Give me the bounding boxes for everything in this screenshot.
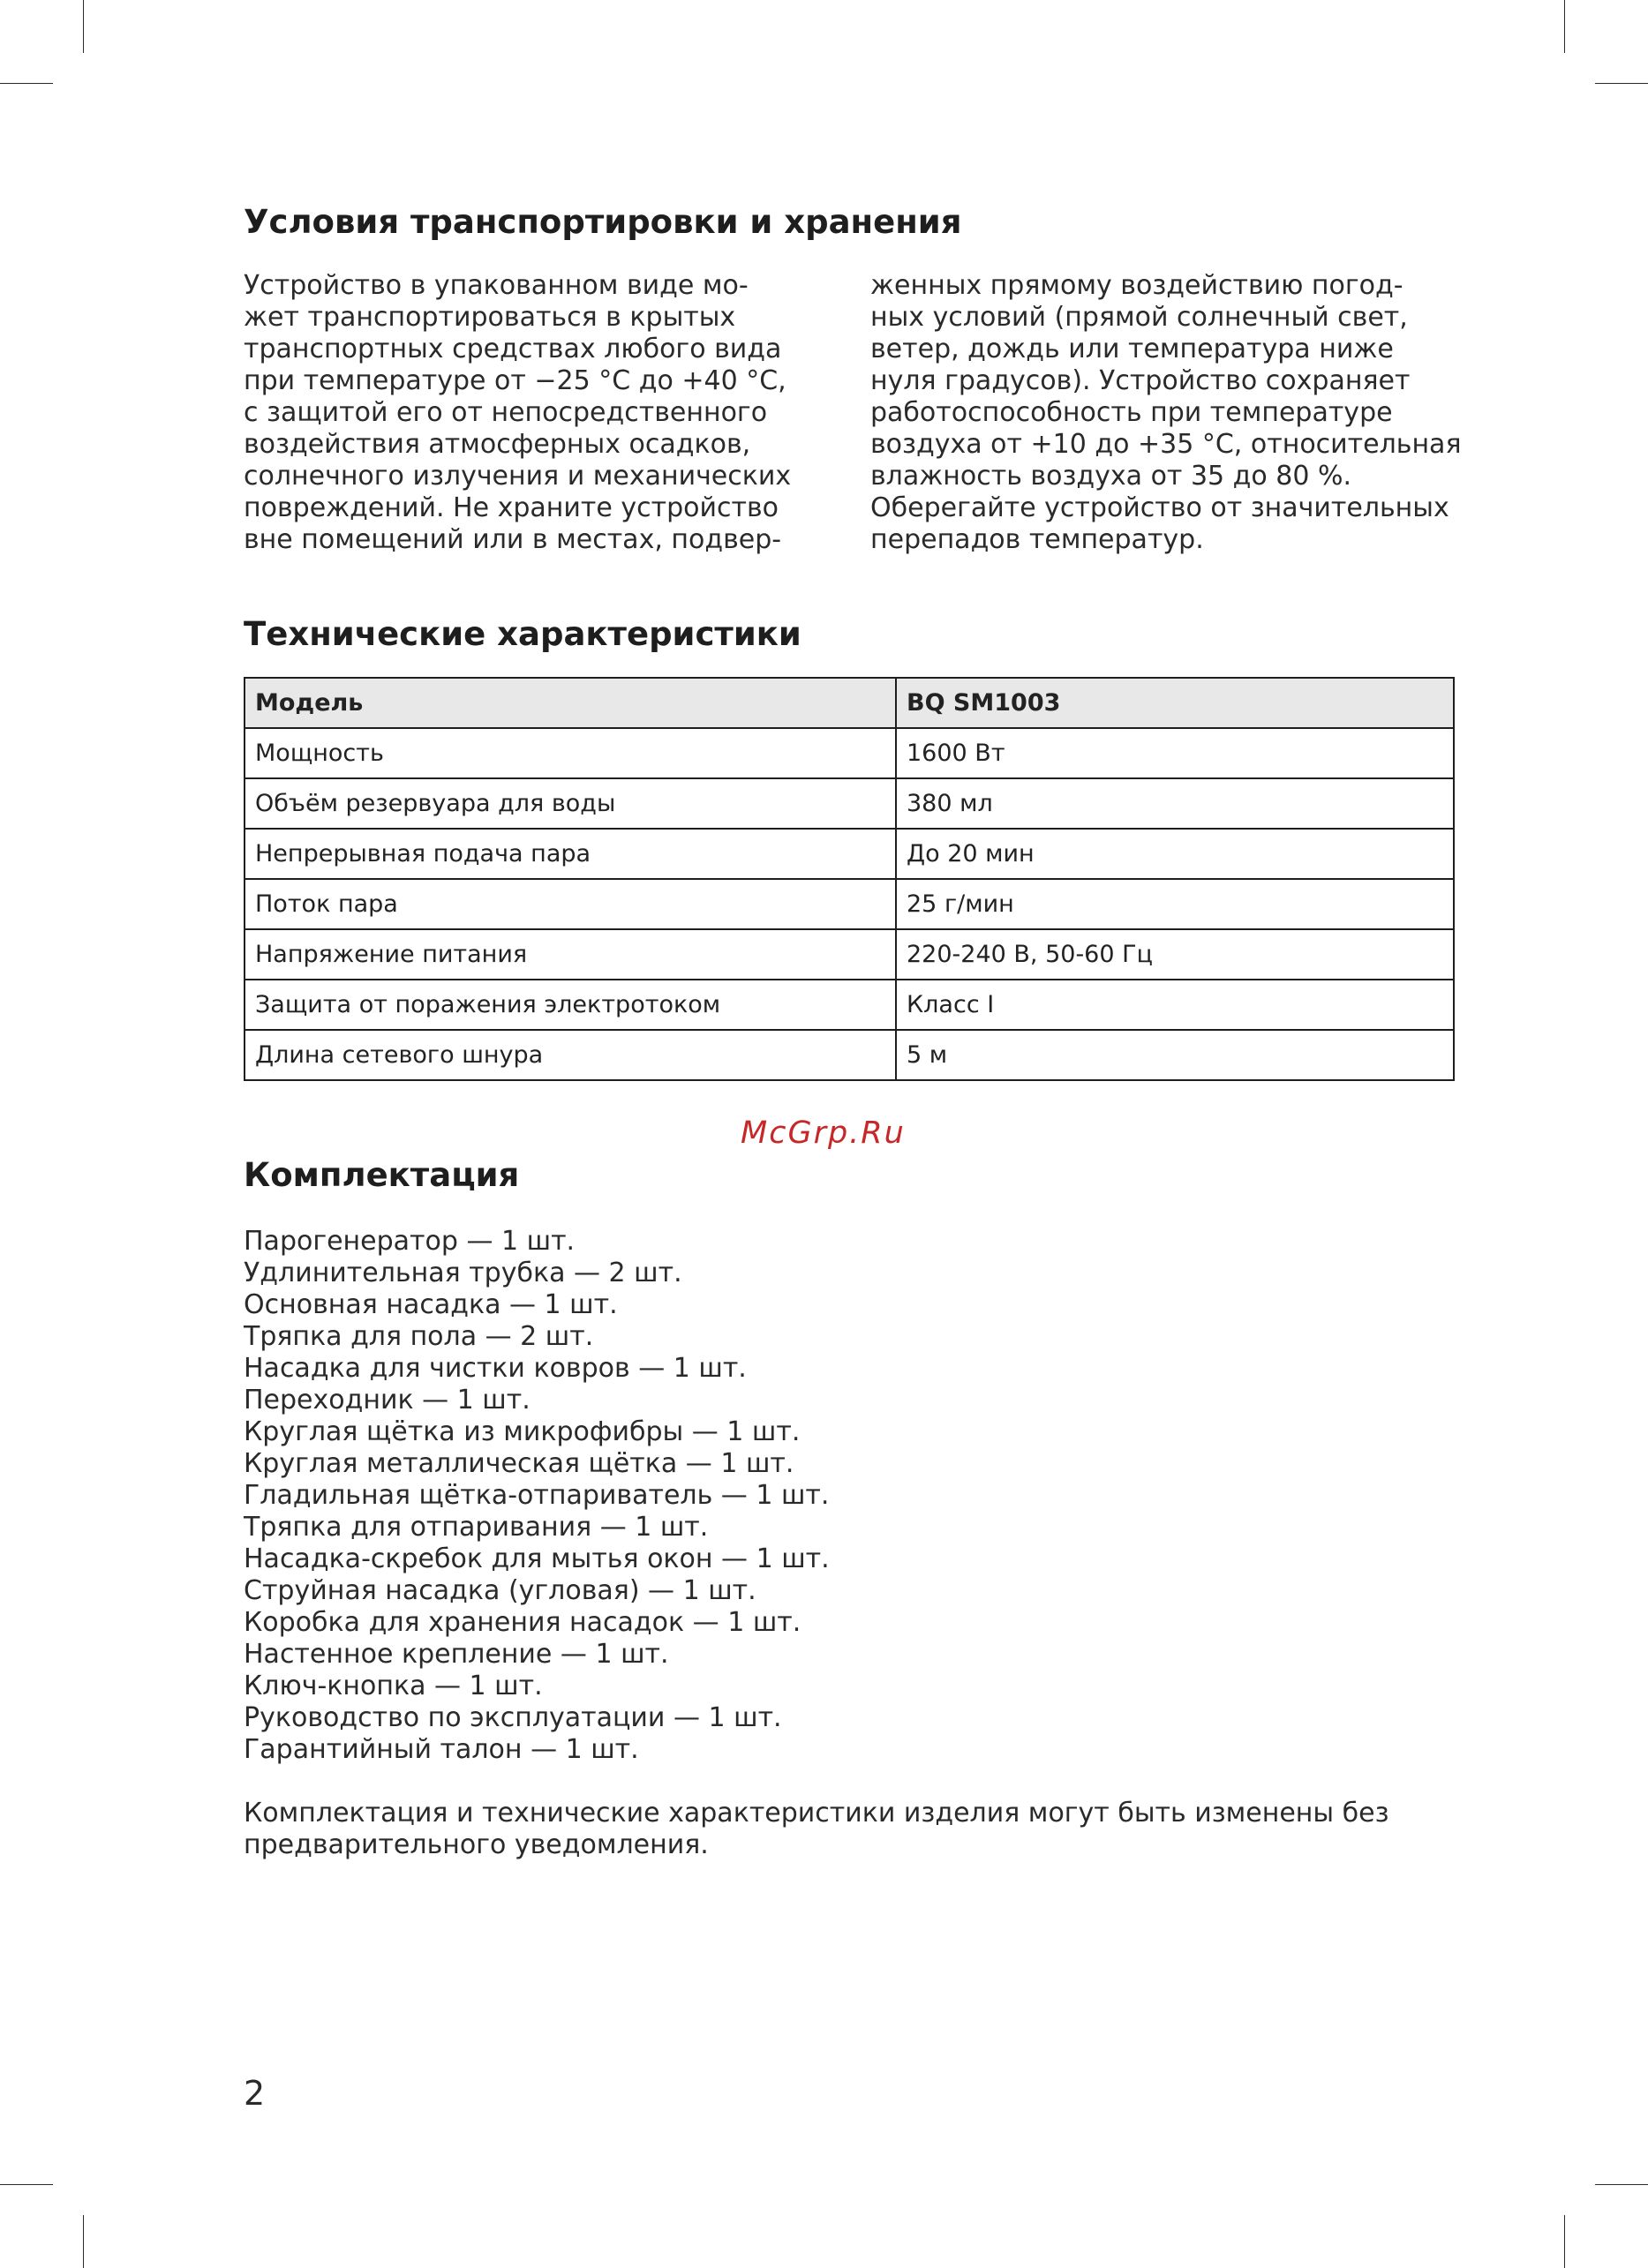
change-notice	[244, 1798, 1455, 1861]
spec-label-cell: Мощность	[245, 728, 896, 778]
spec-value-cell: 380 мл	[896, 778, 1454, 829]
text-line: повреждений. Не храните устройство	[244, 492, 779, 523]
text-line: ветер, дождь или температура ниже	[870, 334, 1394, 364]
list-item: Тряпка для пола — 2 шт.	[244, 1321, 594, 1352]
spec-value-cell: 220-240 В, 50-60 Гц	[896, 929, 1454, 980]
text-line: женных прямому воздействию погод-	[870, 270, 1403, 301]
list-item: Струйная насадка (угловая) — 1 шт.	[244, 1575, 756, 1606]
table-row	[245, 1030, 1454, 1080]
text-line: солнечного излучения и механических	[244, 461, 792, 492]
spec-label-cell: Защита от поражения электротоком	[245, 980, 896, 1030]
list-item: Гладильная щётка-отпариватель — 1 шт.	[244, 1480, 830, 1511]
kit-heading: Комплектация	[244, 1156, 520, 1194]
text-line: перепадов температур.	[870, 524, 1204, 555]
list-item: Круглая металлическая щётка — 1 шт.	[244, 1448, 794, 1479]
table-row	[245, 728, 1454, 778]
text-line: с защитой его от непосредственного	[244, 397, 768, 428]
text-line: воздействия атмосферных осадков,	[244, 429, 751, 460]
spec-value-cell: Класс I	[896, 980, 1454, 1030]
crop-mark-bottom-right-h	[1595, 2184, 1648, 2185]
kit-list	[244, 1226, 830, 1766]
spec-label-cell: Длина сетевого шнура	[245, 1030, 896, 1080]
list-item: Коробка для хранения насадок — 1 шт.	[244, 1607, 801, 1638]
list-item: Тряпка для отпаривания — 1 шт.	[244, 1512, 709, 1543]
spec-label-cell: Объём резервуара для воды	[245, 778, 896, 829]
list-item: Парогенератор — 1 шт.	[244, 1226, 576, 1257]
table-row	[245, 879, 1454, 929]
spec-label-cell: Напряжение питания	[245, 929, 896, 980]
list-item: Руководство по эксплуатации — 1 шт.	[244, 1702, 782, 1733]
spec-value-cell: До 20 мин	[896, 829, 1454, 879]
spec-value-cell: BQ SM1003	[896, 678, 1454, 728]
spec-label-cell: Непрерывная подача пара	[245, 829, 896, 879]
list-item: Ключ-кнопка — 1 шт.	[244, 1671, 543, 1701]
watermark: McGrp.Ru	[741, 1115, 906, 1151]
list-item: Основная насадка — 1 шт.	[244, 1289, 618, 1320]
text-line: нуля градусов). Устройство сохраняет	[870, 365, 1411, 396]
list-item: Насадка для чистки ковров — 1 шт.	[244, 1353, 747, 1384]
transport-text-left-column	[244, 270, 817, 556]
crop-mark-bottom-left-h	[0, 2184, 53, 2185]
text-line: Комплектация и технические характеристики изделия могут быть изменены без	[244, 1798, 1389, 1829]
table-row	[245, 929, 1454, 980]
specs-heading: Технические характеристики	[244, 615, 801, 653]
list-item: Насадка-скребок для мытья окон — 1 шт.	[244, 1543, 830, 1574]
spec-value-cell: 1600 Вт	[896, 728, 1454, 778]
page-number: 2	[244, 2074, 266, 2113]
table-row	[245, 778, 1454, 829]
text-line: при температуре от −25 °C до +40 °C,	[244, 365, 786, 396]
list-item: Настенное крепление — 1 шт.	[244, 1639, 669, 1670]
crop-mark-top-right-h	[1595, 83, 1648, 84]
table-row	[245, 980, 1454, 1030]
text-line: вне помещений или в местах, подвер-	[244, 524, 782, 555]
crop-mark-top-right	[1564, 0, 1565, 53]
list-item: Переходник — 1 шт.	[244, 1385, 531, 1416]
spec-value-cell: 25 г/мин	[896, 879, 1454, 929]
specs-table	[244, 677, 1455, 1081]
text-line: ных условий (прямой солнечный свет,	[870, 302, 1408, 333]
crop-mark-top-left	[83, 0, 84, 53]
spec-value-cell: 5 м	[896, 1030, 1454, 1080]
text-line: предварительного уведомления.	[244, 1829, 709, 1860]
text-line: воздуха от +10 до +35 °C, относительная	[870, 429, 1462, 460]
crop-mark-top-left-h	[0, 83, 53, 84]
text-line: транспортных средствах любого вида	[244, 334, 782, 364]
list-item: Круглая щётка из микрофибры — 1 шт.	[244, 1416, 801, 1447]
list-item: Гарантийный талон — 1 шт.	[244, 1734, 639, 1765]
text-line: жет транспортироваться в крытых	[244, 302, 736, 333]
list-item: Удлинительная трубка — 2 шт.	[244, 1258, 682, 1288]
table-header-row	[245, 678, 1454, 728]
text-line: влажность воздуха от 35 до 80 %.	[870, 461, 1352, 492]
spec-label-cell: Модель	[245, 678, 896, 728]
text-line: Оберегайте устройство от значительных	[870, 492, 1449, 523]
crop-mark-bottom-right	[1564, 2215, 1565, 2268]
table-row	[245, 829, 1454, 879]
spec-label-cell: Поток пара	[245, 879, 896, 929]
crop-mark-bottom-left	[83, 2215, 84, 2268]
transport-text-right-column	[870, 270, 1462, 556]
text-line: Устройство в упакованном виде мо-	[244, 270, 749, 301]
text-line: работоспособность при температуре	[870, 397, 1393, 428]
transport-storage-heading: Условия транспортировки и хранения	[244, 203, 962, 241]
